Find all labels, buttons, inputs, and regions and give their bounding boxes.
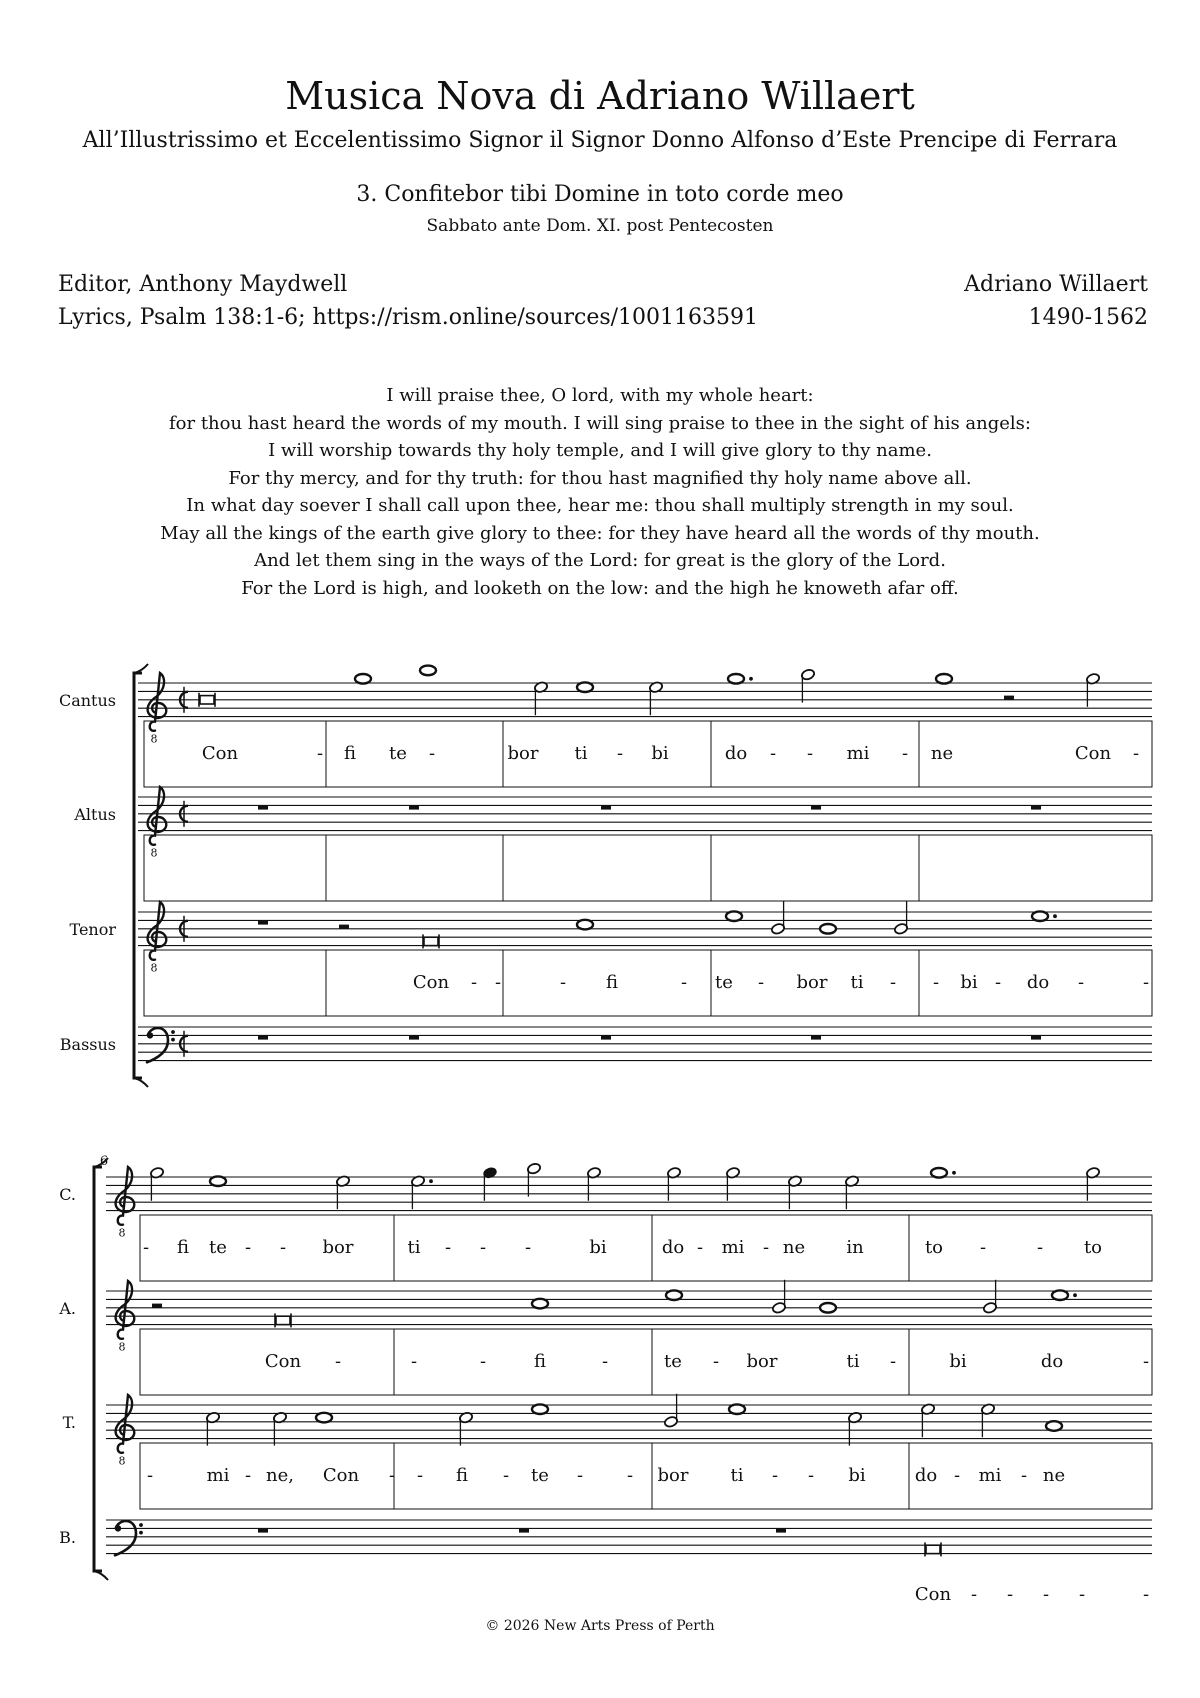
lyric-syllable: -: [901, 743, 909, 764]
lyric-syllable: -: [994, 972, 1002, 993]
voice-label: B.: [59, 1528, 76, 1547]
lyric-syllable: ne,: [266, 1465, 294, 1486]
breve-note: [423, 934, 439, 948]
lyric-syllable: -: [626, 1465, 634, 1486]
lyric-syllable: ti: [730, 1465, 744, 1486]
whole-rest: [258, 1035, 268, 1039]
whole-note-head: [420, 666, 436, 676]
lyric-syllable: do: [661, 1237, 685, 1258]
lyric-syllable: -: [316, 743, 324, 764]
treble-clef-icon: [148, 787, 167, 845]
whole-note-head: [729, 1404, 745, 1414]
lyric-syllable: te: [664, 1351, 682, 1372]
staff: [138, 683, 1152, 717]
whole-note: [1046, 1421, 1062, 1431]
lyric-syllable: -: [1036, 1237, 1044, 1258]
treble-clef-icon: [148, 673, 167, 731]
liturgical-occasion: Sabbato ante Dom. XI. post Pentecosten: [426, 216, 774, 236]
whole-note: [729, 1404, 745, 1414]
whole-rest: [811, 805, 821, 809]
staff: [138, 912, 1152, 946]
lyric-syllable: do: [914, 1465, 938, 1486]
lyric-syllable: mi: [721, 1237, 745, 1258]
whole-note: [355, 674, 371, 684]
half-note: [1086, 1167, 1101, 1201]
lyric-syllable: -: [807, 1465, 815, 1486]
lyric-syllable: -: [762, 1237, 770, 1258]
lyric-syllable: mi: [206, 1465, 230, 1486]
lyric-syllable: -: [889, 1351, 897, 1372]
lyric-syllable: Con: [412, 972, 450, 993]
augmentation-dot: [429, 1179, 433, 1183]
voice-label: C.: [59, 1185, 76, 1204]
whole-note: [1052, 1290, 1068, 1300]
whole-note: [532, 1404, 548, 1414]
whole-note-head: [316, 1413, 332, 1423]
lyric-syllable: bi: [949, 1351, 967, 1372]
whole-note: [936, 674, 952, 684]
whole-note-head: [1046, 1421, 1062, 1431]
whole-rest: [258, 805, 268, 809]
lyric-syllable: -: [1077, 972, 1085, 993]
whole-note: [820, 1303, 836, 1313]
breve-head: [200, 696, 214, 704]
lyric-syllable: -: [1020, 1465, 1028, 1486]
lyric-syllable: te: [389, 743, 407, 764]
half-note: [921, 1403, 936, 1437]
lyric-syllable: -: [680, 972, 688, 993]
whole-rest: [601, 805, 611, 809]
lyric-box-frame: [144, 835, 1152, 901]
composer-dates: 1490-1562: [1028, 305, 1148, 330]
lyric-syllable: -: [979, 1237, 987, 1258]
whole-rest: [601, 1035, 611, 1039]
lyric-syllable: fi: [605, 972, 619, 993]
voice-label: Cantus: [58, 691, 116, 710]
voice-label: Bassus: [59, 1035, 116, 1054]
treble-clef-icon: [148, 902, 167, 960]
lyric-syllable: -: [1078, 1584, 1086, 1605]
half-note: [845, 1175, 860, 1209]
half-rest: [152, 1304, 162, 1308]
voice-label: Altus: [74, 805, 116, 824]
lyric-syllable: mi: [978, 1465, 1002, 1486]
bass-clef-icon: [147, 1028, 175, 1062]
half-note: [206, 1411, 221, 1445]
lyric-syllable: -: [470, 972, 478, 993]
lyric-syllable: -: [334, 1351, 342, 1372]
lyric-syllable: mi: [846, 743, 870, 764]
augmentation-dot: [1053, 914, 1057, 918]
lyric-syllable: -: [601, 1351, 609, 1372]
whole-note: [726, 911, 742, 921]
lyric-syllable: bor: [746, 1351, 778, 1372]
lyric-syllable: -: [479, 1351, 487, 1372]
half-note: [411, 1175, 426, 1209]
whole-note-head: [1032, 911, 1048, 921]
lyric-syllable: -: [1042, 1584, 1050, 1605]
half-note: [726, 1167, 741, 1201]
dedication: All’Illustrissimo et Eccelentissimo Signor il Signor Donno Alfonso d’Este Prencipe di Ferrara: [82, 128, 1118, 153]
breve-note: [275, 1313, 291, 1327]
whole-note-head: [666, 1290, 682, 1300]
lyric-syllable: bor: [657, 1465, 689, 1486]
lyric-syllable: Con: [1074, 743, 1112, 764]
bass-clef-dot: [115, 1525, 121, 1531]
bass-clef-icon: [115, 1521, 143, 1555]
system-bracket: [134, 673, 142, 1078]
half-note: [667, 1167, 682, 1201]
lyric-syllable: fi: [343, 743, 357, 764]
augmentation-dot: [749, 677, 753, 681]
octave-mark: 8: [150, 732, 158, 746]
psalm-line: I will worship towards thy holy temple, and I will give glory to thy name.: [268, 440, 932, 461]
lyric-syllable: -: [502, 1465, 510, 1486]
psalm-line: In what day soever I shall call upon thee, hear me: thou shall multiply strength in my soul.: [186, 495, 1014, 516]
whole-note: [1032, 911, 1048, 921]
whole-note: [666, 1290, 682, 1300]
lyric-syllable: -: [279, 1237, 287, 1258]
treble-clef-icon: [116, 1395, 135, 1453]
lyric-syllable: -: [428, 743, 436, 764]
lyric-syllable: -: [416, 1465, 424, 1486]
lyric-syllable: te: [715, 972, 733, 993]
lyric-syllable: -: [953, 1465, 961, 1486]
half-note: [273, 1411, 288, 1445]
quarter-note: [483, 1167, 498, 1201]
lyric-syllable: te: [531, 1465, 549, 1486]
psalm-line: May all the kings of the earth give glory to thee: for they have heard all the words of thy mouth.: [160, 522, 1040, 544]
bass-clef-dot: [147, 1032, 153, 1038]
whole-rest: [409, 1035, 419, 1039]
whole-note-head: [577, 682, 593, 692]
half-note: [894, 901, 909, 935]
lyric-syllable: fi: [176, 1237, 190, 1258]
augmentation-dot: [952, 1171, 956, 1175]
whole-rest: [1031, 805, 1041, 809]
breve-head: [424, 937, 438, 945]
whole-note-head: [532, 1299, 548, 1309]
treble-clef-stroke: [116, 1167, 135, 1225]
lyric-syllable: do: [1040, 1351, 1064, 1372]
half-rest: [1004, 696, 1014, 700]
whole-note-head: [532, 1404, 548, 1414]
staff: [106, 1177, 1152, 1211]
lyric-syllable: ne: [782, 1237, 806, 1258]
octave-mark: 8: [150, 846, 158, 860]
bass-clef-dot: [171, 1038, 175, 1042]
breve-head: [926, 1545, 940, 1553]
lyric-syllable: -: [771, 1465, 779, 1486]
lyric-syllable: to: [924, 1237, 944, 1258]
staff: [106, 1520, 1152, 1554]
bass-clef-dot: [139, 1531, 143, 1535]
lyric-syllable: -: [142, 1237, 150, 1258]
octave-mark: 8: [118, 1340, 126, 1354]
bass-clef-dot: [139, 1523, 143, 1527]
staff: [106, 1405, 1152, 1439]
piece-title: 3. Confitebor tibi Domine in toto corde meo: [356, 182, 844, 207]
half-rest: [339, 925, 349, 929]
augmentation-dot: [1073, 1293, 1077, 1297]
lyric-syllable: -: [244, 1465, 252, 1486]
lyric-syllable: -: [616, 743, 624, 764]
treble-clef-icon: [116, 1167, 135, 1225]
half-note: [459, 1411, 474, 1445]
lyric-syllable: bi: [848, 1465, 866, 1486]
system-bracket: [94, 1167, 102, 1571]
lyric-syllable: -: [576, 1465, 584, 1486]
whole-note-head: [355, 674, 371, 684]
whole-note-head: [728, 674, 744, 684]
lyric-syllable: -: [410, 1351, 418, 1372]
half-note: [527, 1162, 542, 1196]
whole-rest: [776, 1528, 786, 1532]
psalm-line: And let them sing in the ways of the Lord: for great is the glory of the Lord.: [254, 550, 946, 571]
whole-note-head: [726, 911, 742, 921]
whole-note-head: [936, 674, 952, 684]
whole-note: [820, 924, 836, 934]
lyric-syllable: bi: [960, 972, 978, 993]
lyric-syllable: -: [1142, 1584, 1150, 1605]
whole-note: [577, 920, 593, 930]
editor-credit: Editor, Anthony Maydwell: [58, 272, 348, 297]
lyric-box: [144, 721, 1152, 787]
lyric-box-frame: [140, 1215, 1152, 1281]
lyric-syllable: bi: [651, 743, 669, 764]
lyric-syllable: do: [1026, 972, 1050, 993]
whole-rest: [811, 1035, 821, 1039]
half-note: [150, 1167, 165, 1201]
lyric-syllable: -: [479, 1237, 487, 1258]
whole-note-head: [931, 1168, 947, 1178]
lyric-syllable: bor: [507, 743, 539, 764]
lyric-syllable: to: [1083, 1237, 1103, 1258]
copyright-footer: © 2026 New Arts Press of Perth: [485, 1618, 715, 1634]
voice-label: Tenor: [69, 920, 116, 939]
whole-rest: [409, 805, 419, 809]
octave-mark: 8: [118, 1226, 126, 1240]
half-note: [981, 1403, 996, 1437]
measure-number: 6: [99, 1154, 109, 1169]
staff: [138, 1027, 1152, 1061]
half-note: [788, 1175, 803, 1209]
lyric-syllable: Con: [914, 1584, 952, 1605]
lyric-syllable: bi: [589, 1237, 607, 1258]
lyric-syllable: Con: [322, 1465, 360, 1486]
lyric-syllable: -: [524, 1237, 532, 1258]
whole-note-head: [577, 920, 593, 930]
work-title: Musica Nova di Adriano Willaert: [285, 74, 915, 118]
half-note: [801, 668, 816, 702]
lyric-syllable: -: [146, 1465, 154, 1486]
composer-name: Adriano Willaert: [964, 272, 1148, 297]
lyric-box: [144, 835, 1152, 901]
half-note: [772, 1280, 787, 1314]
whole-rest: [258, 920, 268, 924]
lyric-box-frame: [144, 721, 1152, 787]
whole-rest: [1031, 1035, 1041, 1039]
lyric-syllable: ne: [1042, 1465, 1066, 1486]
breve-note: [199, 693, 215, 707]
whole-note: [532, 1299, 548, 1309]
whole-note-head: [820, 1303, 836, 1313]
lyric-syllable: fi: [455, 1465, 469, 1486]
lyric-syllable: -: [712, 1351, 720, 1372]
half-note: [336, 1175, 351, 1209]
lyric-syllable: -: [696, 1237, 704, 1258]
lyric-syllable: ti: [407, 1237, 421, 1258]
psalm-line: For thy mercy, and for thy truth: for thou hast magnified thy holy name above all.: [228, 467, 972, 489]
half-note: [649, 681, 664, 715]
lyric-syllable: -: [1006, 1584, 1014, 1605]
lyric-syllable: -: [806, 743, 814, 764]
treble-clef-stroke: [116, 1395, 135, 1453]
lyric-syllable: do: [724, 743, 748, 764]
lyric-syllable: bor: [322, 1237, 354, 1258]
whole-note-head: [820, 924, 836, 934]
treble-clef-icon: [116, 1281, 135, 1339]
bass-clef-dot: [171, 1030, 175, 1034]
lyric-syllable: ti: [574, 743, 588, 764]
lyric-syllable: -: [889, 972, 897, 993]
whole-note: [420, 666, 436, 676]
whole-note: [210, 1176, 226, 1186]
half-note: [983, 1280, 998, 1314]
lyric-box: [140, 1215, 1152, 1281]
half-note: [664, 1394, 679, 1428]
lyric-syllable: -: [494, 972, 502, 993]
whole-rest: [258, 1528, 268, 1532]
whole-note: [728, 674, 744, 684]
whole-note: [577, 682, 593, 692]
octave-mark: 8: [118, 1454, 126, 1468]
half-note: [587, 1167, 602, 1201]
lyric-syllable: -: [970, 1584, 978, 1605]
whole-note-head: [1052, 1290, 1068, 1300]
lyric-syllable: ti: [850, 972, 864, 993]
whole-note-head: [210, 1176, 226, 1186]
lyric-syllable: Con: [264, 1351, 302, 1372]
lyric-syllable: -: [932, 972, 940, 993]
lyric-syllable: -: [1142, 1351, 1150, 1372]
lyrics-source: Lyrics, Psalm 138:1-6; https://rism.online/sources/1001163591: [58, 305, 759, 330]
lyric-syllable: in: [846, 1237, 864, 1258]
lyric-syllable: -: [388, 1465, 396, 1486]
half-note: [1086, 673, 1101, 707]
half-note: [534, 681, 549, 715]
whole-note: [931, 1168, 947, 1178]
lyric-syllable: -: [757, 972, 765, 993]
lyric-syllable: -: [769, 743, 777, 764]
lyric-syllable: ti: [846, 1351, 860, 1372]
lyric-syllable: -: [559, 972, 567, 993]
staff: [138, 797, 1152, 831]
breve-note: [925, 1542, 941, 1556]
lyric-syllable: Con: [201, 743, 239, 764]
treble-clef-stroke: [148, 902, 167, 960]
treble-clef-stroke: [116, 1281, 135, 1339]
half-note: [848, 1411, 863, 1445]
lyric-syllable: fi: [533, 1351, 547, 1372]
lyric-syllable: te: [209, 1237, 227, 1258]
whole-rest: [519, 1528, 529, 1532]
half-note: [771, 901, 786, 935]
lyric-syllable: -: [244, 1237, 252, 1258]
whole-note: [316, 1413, 332, 1423]
psalm-line: for thou hast heard the words of my mouth. I will sing praise to thee in the sight of his angels:: [169, 412, 1031, 434]
lyric-syllable: -: [444, 1237, 452, 1258]
breve-head: [276, 1316, 290, 1324]
lyric-syllable: -: [1132, 743, 1140, 764]
treble-clef-stroke: [148, 787, 167, 845]
lyric-syllable: bor: [796, 972, 828, 993]
octave-mark: 8: [150, 961, 158, 975]
voice-label: A.: [59, 1299, 76, 1318]
voice-label: T.: [62, 1413, 76, 1432]
lyric-syllable: ne: [930, 743, 954, 764]
treble-clef-stroke: [148, 673, 167, 731]
psalm-line: I will praise thee, O lord, with my whole heart:: [386, 385, 814, 406]
psalm-line: For the Lord is high, and looketh on the low: and the high he knoweth afar off.: [241, 577, 959, 599]
lyric-syllable: -: [1142, 972, 1150, 993]
